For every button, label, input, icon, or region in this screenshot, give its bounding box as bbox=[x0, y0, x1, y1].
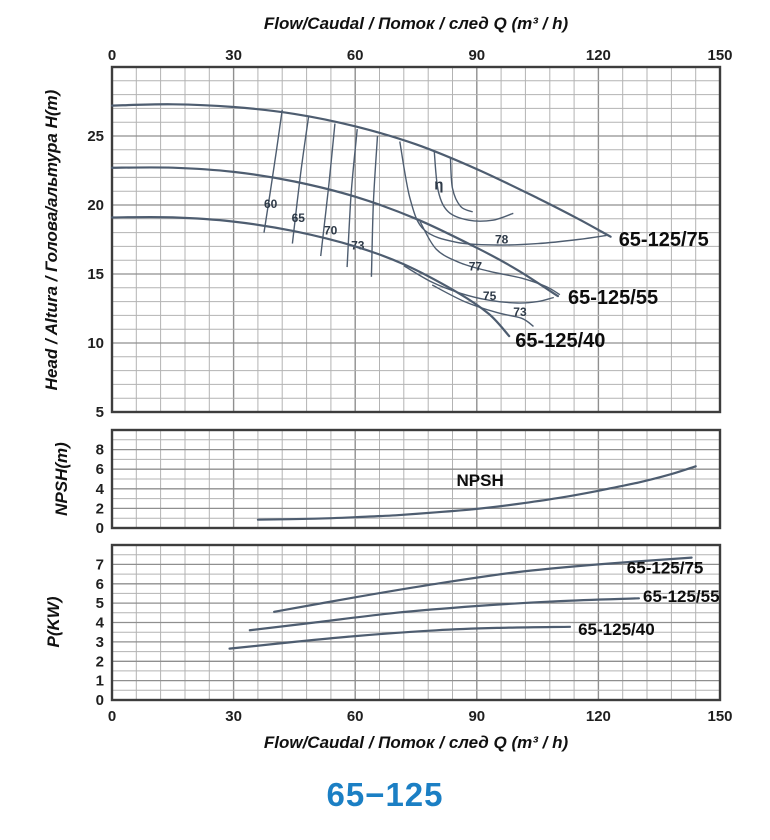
power-x-tick-150: 150 bbox=[707, 708, 733, 725]
head-curve-label-65-125-55: 65-125/55 bbox=[568, 287, 659, 310]
power-x-ticks bbox=[108, 708, 733, 725]
npsh-y-tick-0: 0 bbox=[95, 520, 104, 537]
power-axis-label: P(KW) bbox=[44, 596, 63, 648]
power-y-tick-5: 5 bbox=[95, 595, 104, 613]
head-y-tick-20: 20 bbox=[87, 197, 104, 214]
head-curve-label-65-125-40: 65-125/40 bbox=[515, 329, 606, 352]
power-y-tick-3: 3 bbox=[95, 633, 104, 651]
efficiency-label-60: 60 bbox=[264, 197, 278, 212]
efficiency-label-75: 75 bbox=[482, 288, 497, 303]
power-curve-label-65-125-40: 65-125/40 bbox=[578, 619, 655, 639]
page-title: 65−125 bbox=[326, 776, 444, 813]
efficiency-label-77: 77 bbox=[468, 259, 483, 274]
npsh-y-tick-6: 6 bbox=[95, 461, 104, 479]
npsh-axis-label: NPSH(m) bbox=[52, 442, 71, 516]
power-y-tick-0: 0 bbox=[95, 692, 104, 709]
head-x-tick-90: 90 bbox=[468, 47, 486, 64]
npsh-annotation: NPSH bbox=[456, 470, 504, 490]
head-curve-65-125-75 bbox=[112, 104, 611, 236]
power-x-tick-30: 30 bbox=[225, 708, 242, 725]
head-y-tick-5: 5 bbox=[95, 404, 104, 421]
power-y-tick-2: 2 bbox=[95, 653, 104, 671]
head-x-tick-30: 30 bbox=[225, 47, 242, 64]
power-x-tick-120: 120 bbox=[585, 708, 611, 725]
efficiency-contour-78 bbox=[400, 142, 607, 246]
power-x-tick-60: 60 bbox=[346, 708, 364, 725]
head-chart bbox=[87, 47, 732, 421]
flow-axis-label-top: Flow/Caudal / Поток / след Q (m³ / h) bbox=[263, 14, 569, 33]
efficiency-contour-line bbox=[371, 136, 377, 277]
head-x-tick-60: 60 bbox=[346, 47, 364, 64]
efficiency-label-65: 65 bbox=[291, 210, 305, 225]
head-axis-label: Head / Altura / Голова/альтура H(m) bbox=[42, 89, 61, 391]
power-curve-label-65-125-55: 65-125/55 bbox=[643, 586, 720, 606]
flow-axis-label-bottom: Flow/Caudal / Поток / след Q (m³ / h) bbox=[263, 733, 569, 752]
head-y-tick-25: 25 bbox=[87, 128, 104, 145]
efficiency-label-78: 78 bbox=[495, 232, 509, 247]
power-y-tick-7: 7 bbox=[95, 556, 104, 574]
head-y-tick-15: 15 bbox=[87, 266, 104, 283]
efficiency-label-η: η bbox=[434, 176, 444, 194]
head-x-tick-150: 150 bbox=[707, 47, 733, 64]
head-y-tick-10: 10 bbox=[87, 335, 104, 352]
npsh-y-tick-2: 2 bbox=[95, 500, 104, 518]
npsh-chart bbox=[96, 430, 720, 537]
npsh-y-ticks bbox=[96, 442, 105, 537]
efficiency-label-73: 73 bbox=[351, 238, 365, 253]
head-y-ticks bbox=[87, 128, 104, 421]
power-chart bbox=[96, 545, 733, 725]
power-y-tick-6: 6 bbox=[95, 575, 104, 593]
efficiency-label-73: 73 bbox=[513, 304, 527, 319]
power-x-tick-90: 90 bbox=[468, 708, 486, 725]
power-x-tick-0: 0 bbox=[107, 708, 117, 725]
efficiency-label-70: 70 bbox=[324, 223, 338, 238]
head-x-tick-120: 120 bbox=[585, 47, 611, 64]
power-y-ticks bbox=[96, 556, 105, 709]
head-x-tick-0: 0 bbox=[107, 47, 117, 64]
head-x-ticks bbox=[108, 47, 733, 64]
npsh-y-tick-8: 8 bbox=[95, 441, 104, 459]
npsh-y-tick-4: 4 bbox=[95, 480, 104, 498]
head-curve-label-65-125-75: 65-125/75 bbox=[618, 229, 709, 252]
power-y-tick-4: 4 bbox=[95, 614, 104, 632]
power-curve-label-65-125-75: 65-125/75 bbox=[626, 558, 704, 578]
power-curve-65-125-40 bbox=[230, 627, 570, 649]
power-y-tick-1: 1 bbox=[95, 672, 104, 690]
efficiency-contour-60 bbox=[264, 110, 282, 233]
